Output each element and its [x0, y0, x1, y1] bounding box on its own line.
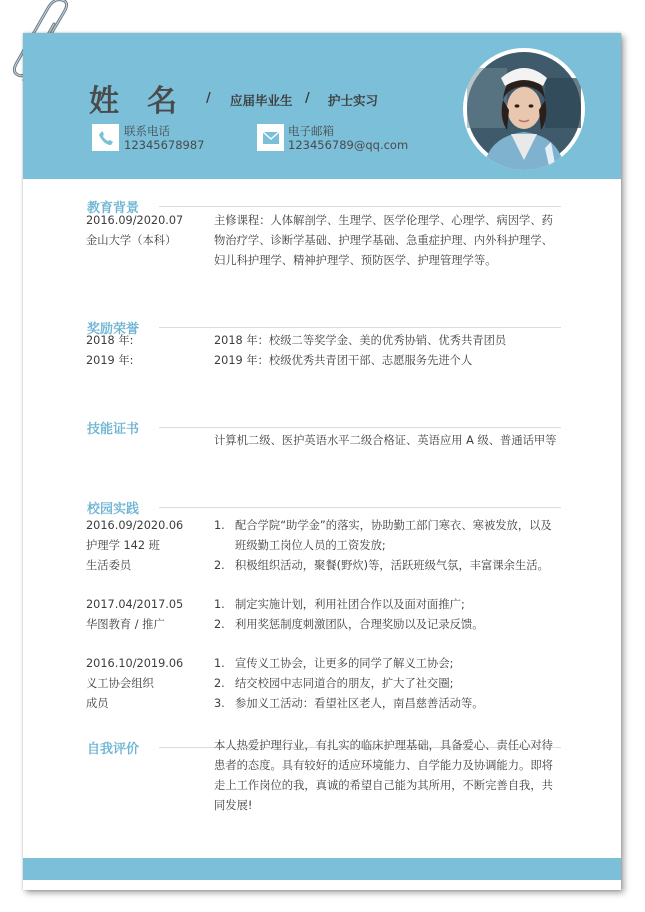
campus-period: 2016.09/2020.06 [86, 519, 184, 532]
email-value: 123456789@qq.com [288, 138, 409, 152]
tag-nursing-intern: 护士实习 [328, 93, 379, 108]
list-number: 1. [214, 598, 225, 611]
campus-role: 成员 [86, 697, 109, 710]
campus-point: 配合学院“助学金”的落实，协助勤工部门寒衣、寒被发放，以及 [235, 519, 552, 532]
person-name: 姓名 [89, 84, 205, 119]
campus-point: 积极组织活动，聚餐(野炊)等，活跃班级气氛，丰富课余生活。 [235, 559, 549, 572]
list-number: 2. [214, 559, 225, 572]
campus-point: 制定实施计划，利用社团合作以及面对面推广; [235, 598, 465, 611]
education-school: 金山大学（本科） [86, 234, 177, 247]
email-label: 电子邮箱 [288, 124, 334, 138]
campus-period: 2016.10/2019.06 [86, 657, 184, 670]
education-courses: 主修课程：人体解剖学、生理学、医学伦理学、心理学、病因学、药物治疗学、诊断学基础、护理学基础、急重症护理、内外科护理学、妇儿科护理学、精神护理学、预防医学、护理管理学等。 [214, 214, 553, 267]
section-title-awards: 奖励荣誉 [87, 322, 140, 337]
section-title-self-evaluation: 自我评价 [87, 742, 140, 757]
award-year: 2018 年: [86, 334, 134, 347]
campus-org: 护理学 142 班 [86, 539, 160, 552]
education-period: 2016.09/2020.07 [86, 214, 184, 227]
section-title-education: 教育背景 [87, 201, 140, 216]
campus-org: 义工协会组织 [86, 677, 154, 690]
section-title-skills: 技能证书 [87, 422, 140, 437]
phone-value: 12345678987 [124, 138, 205, 152]
tag-graduate: 应届毕业生 [230, 93, 293, 108]
email-icon [257, 124, 284, 151]
section-divider [159, 206, 561, 207]
award-year: 2019 年: [86, 354, 134, 367]
tag-separator: / [206, 91, 211, 106]
campus-point: 结交校园中志同道合的朋友，扩大了社交圈; [235, 677, 454, 690]
phone-icon [92, 124, 119, 151]
campus-point: 宣传义工协会，让更多的同学了解义工协会; [235, 657, 454, 670]
list-number: 1. [214, 519, 225, 532]
campus-point: 参加义工活动：看望社区老人，南昌慈善活动等。 [235, 697, 484, 710]
list-number: 2. [214, 618, 225, 631]
campus-role: 生活委员 [86, 559, 132, 572]
campus-point: 班级勤工岗位人员的工资发放; [235, 539, 386, 552]
tag-separator: / [305, 91, 310, 106]
profile-photo [463, 48, 585, 170]
resume-page [23, 33, 621, 890]
phone-label: 联系电话 [124, 124, 170, 138]
skills-text: 计算机二级、医护英语水平二级合格证、英语应用 A 级、普通话甲等 [214, 434, 557, 447]
campus-point: 利用奖惩制度刺激团队，合理奖励以及记录反馈。 [235, 618, 484, 631]
list-number: 1. [214, 657, 225, 670]
section-divider [159, 427, 561, 428]
award-text: 2019 年：校级优秀共青团干部、志愿服务先进个人 [214, 354, 473, 367]
section-title-campus: 校园实践 [87, 502, 140, 517]
section-divider [159, 327, 561, 328]
section-divider [159, 507, 561, 508]
list-number: 3. [214, 697, 225, 710]
campus-org: 华图教育 / 推广 [86, 618, 165, 631]
self-evaluation-text: 本人热爱护理行业，有扎实的临床护理基础，具备爱心、责任心对待患者的态度。具有较好的适应环境能力、自学能力及协调能力。即将走上工作岗位的我，真诚的希望自己能为其所用，不断完善自我，共同发展! [214, 739, 553, 812]
footer-band [23, 858, 621, 880]
award-text: 2018 年：校级二等奖学金、美的优秀协销、优秀共青团员 [214, 334, 507, 347]
list-number: 2. [214, 677, 225, 690]
campus-period: 2017.04/2017.05 [86, 598, 184, 611]
